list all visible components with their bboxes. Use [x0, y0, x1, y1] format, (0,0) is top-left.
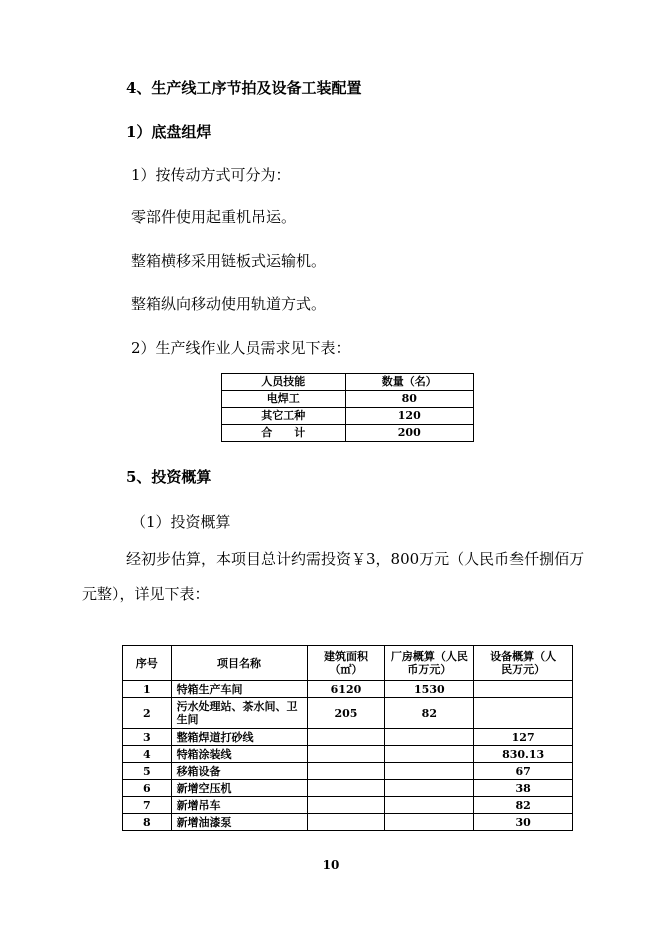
invest-area: [307, 780, 385, 797]
invest-equipment: [474, 698, 573, 729]
invest-building: [385, 814, 474, 831]
invest-area: [307, 814, 385, 831]
table-row: [222, 425, 474, 442]
invest-paragraph-line1: 经初步估算，本项目总计约需投资￥3，800万元（人民币叁仟捌佰万: [126, 550, 585, 568]
table-row: [123, 780, 573, 797]
staff-header-skill: 人员技能: [222, 374, 346, 391]
table-row: [123, 797, 573, 814]
transport-item-3: 整箱纵向移动使用轨道方式。: [131, 295, 327, 313]
staff-count: 80: [345, 391, 474, 408]
table-row: [222, 391, 474, 408]
invest-equipment: [474, 681, 573, 698]
table-row: [222, 408, 474, 425]
invest-no: 3: [123, 729, 172, 746]
invest-name: 移箱设备: [171, 763, 307, 780]
staff-header-count: 数量（名）: [345, 374, 474, 391]
invest-area: [307, 746, 385, 763]
invest-name: 新增空压机: [171, 780, 307, 797]
invest-building: [385, 797, 474, 814]
section4-heading: 4、生产线工序节拍及设备工装配置: [126, 79, 362, 97]
invest-name: 特箱生产车间: [171, 681, 307, 698]
staff-skill: 其它工种: [222, 408, 346, 425]
table-row: [123, 763, 573, 780]
table-row: [123, 681, 573, 698]
invest-no: 8: [123, 814, 172, 831]
invest-name: 特箱涂装线: [171, 746, 307, 763]
section4-sub1: 1）底盘组焊: [126, 123, 212, 141]
invest-header-building: 厂房概算（人民币万元）: [385, 646, 474, 681]
invest-building: [385, 780, 474, 797]
invest-paragraph-line2: 元整），详见下表：: [82, 585, 210, 603]
invest-area: [307, 797, 385, 814]
invest-building: [385, 763, 474, 780]
table-row: [123, 746, 573, 763]
invest-header-area: 建筑面积（㎡）: [307, 646, 385, 681]
table-row: [123, 698, 573, 729]
invest-no: 5: [123, 763, 172, 780]
section5-sub1: （1）投资概算: [131, 513, 231, 531]
invest-building: [385, 729, 474, 746]
invest-header-name: 项目名称: [171, 646, 307, 681]
transport-intro: 1）按传动方式可分为：: [131, 166, 291, 184]
invest-equipment: 830.13: [474, 746, 573, 763]
transport-item-1: 零部件使用起重机吊运。: [131, 208, 297, 226]
invest-equipment: 127: [474, 729, 573, 746]
page-number: 10: [322, 858, 340, 872]
invest-header-equipment: 设备概算（人民万元）: [474, 646, 573, 681]
invest-building: 82: [385, 698, 474, 729]
invest-name: 污水处理站、茶水间、卫生间: [171, 698, 307, 729]
invest-equipment: 30: [474, 814, 573, 831]
invest-no: 4: [123, 746, 172, 763]
transport-item-2: 整箱横移采用链板式运输机。: [131, 252, 327, 270]
invest-building: [385, 746, 474, 763]
invest-building: 1530: [385, 681, 474, 698]
invest-name: 整箱焊道打砂线: [171, 729, 307, 746]
invest-equipment: 38: [474, 780, 573, 797]
invest-no: 7: [123, 797, 172, 814]
staff-intro: 2）生产线作业人员需求见下表：: [131, 339, 351, 357]
invest-equipment: 82: [474, 797, 573, 814]
invest-header-no: 序号: [123, 646, 172, 681]
table-row: [123, 729, 573, 746]
staff-count: 200: [345, 425, 474, 442]
invest-equipment: 67: [474, 763, 573, 780]
invest-name: 新增吊车: [171, 797, 307, 814]
invest-area: [307, 729, 385, 746]
invest-area: 6120: [307, 681, 385, 698]
staff-table: [221, 373, 474, 442]
invest-area: [307, 763, 385, 780]
staff-skill: 电焊工: [222, 391, 346, 408]
table-row: [123, 814, 573, 831]
invest-name: 新增油漆泵: [171, 814, 307, 831]
section5-heading: 5、投资概算: [126, 468, 212, 486]
invest-area: 205: [307, 698, 385, 729]
staff-count: 120: [345, 408, 474, 425]
invest-table-header: [123, 646, 573, 681]
invest-no: 6: [123, 780, 172, 797]
invest-table: [122, 645, 573, 831]
staff-table-header: [222, 374, 474, 391]
invest-no: 2: [123, 698, 172, 729]
staff-skill: 合 计: [222, 425, 346, 442]
invest-no: 1: [123, 681, 172, 698]
